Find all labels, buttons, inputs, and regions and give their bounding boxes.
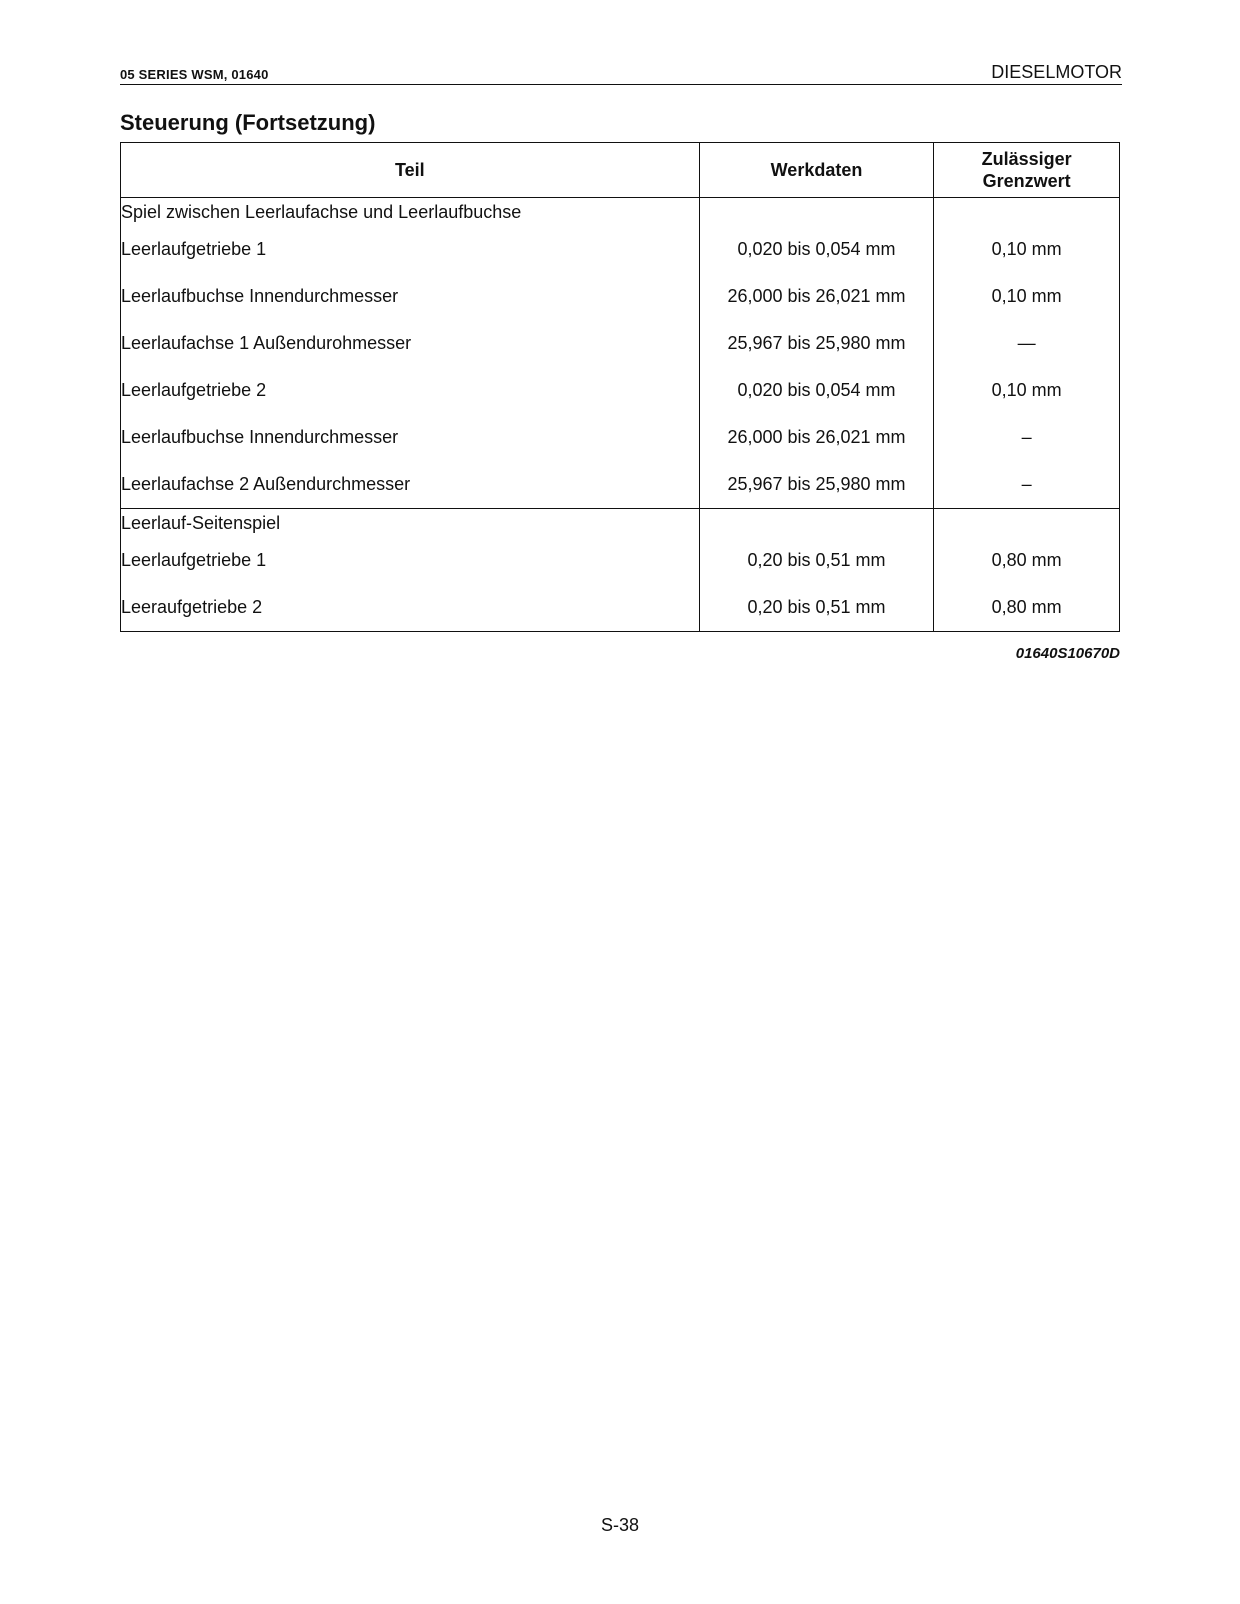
- row-factory-value: 0,020 bis 0,054 mm: [699, 367, 934, 414]
- row-limit-value: 0,10 mm: [934, 367, 1120, 414]
- column-header-factory: Werkdaten: [699, 143, 934, 198]
- table-row: [121, 537, 1120, 584]
- row-factory-value: 26,000 bis 26,021 mm: [699, 273, 934, 320]
- spec-table: [120, 142, 1120, 632]
- group-label: Leerlauf-Seitenspiel: [121, 509, 700, 538]
- row-factory-value: 25,967 bis 25,980 mm: [699, 320, 934, 367]
- section-title: Steuerung (Fortsetzung): [120, 110, 376, 135]
- row-limit-value: 0,10 mm: [934, 273, 1120, 320]
- group-row: [121, 198, 1120, 227]
- group-row: [121, 509, 1120, 538]
- row-factory-value: 0,20 bis 0,51 mm: [699, 537, 934, 584]
- table-row: [121, 414, 1120, 461]
- empty-cell: [934, 509, 1120, 538]
- row-factory-value: 26,000 bis 26,021 mm: [699, 414, 934, 461]
- row-limit-value: 0,80 mm: [934, 584, 1120, 632]
- row-item: Leerlaufgetriebe 1: [121, 537, 700, 584]
- row-limit-value: —: [934, 320, 1120, 367]
- table-row: [121, 367, 1120, 414]
- group-label: Spiel zwischen Leerlaufachse und Leerlaufbuchse: [121, 198, 700, 227]
- column-header-part: Teil: [121, 143, 700, 198]
- figure-reference-code: 01640S10670D: [1015, 645, 1120, 662]
- row-item: Leerlaufgetriebe 2: [121, 367, 700, 414]
- row-item: Leerlaufachse 2 Außendurchmesser: [121, 461, 700, 509]
- row-limit-value: –: [934, 414, 1120, 461]
- table-row: [121, 461, 1120, 509]
- row-limit-value: 0,10 mm: [934, 226, 1120, 273]
- row-item: Leerlaufbuchse Innendurchmesser: [121, 414, 700, 461]
- row-factory-value: 0,20 bis 0,51 mm: [699, 584, 934, 632]
- empty-cell: [699, 509, 934, 538]
- page-header: [120, 62, 1122, 85]
- table-row: [121, 584, 1120, 632]
- table-header-row: [121, 143, 1120, 198]
- manual-reference: 05 SERIES WSM, 01640: [120, 67, 269, 82]
- row-item: Leerlaufachse 1 Außendurohmesser: [121, 320, 700, 367]
- column-header-limit-line1: Zulässiger: [981, 149, 1072, 169]
- row-item: Leeraufgetriebe 2: [121, 584, 700, 632]
- table-row: [121, 320, 1120, 367]
- column-header-limit-line2: Grenzwert: [982, 171, 1071, 191]
- empty-cell: [934, 198, 1120, 227]
- table-row: [121, 273, 1120, 320]
- empty-cell: [699, 198, 934, 227]
- table-row: [121, 226, 1120, 273]
- row-limit-value: –: [934, 461, 1120, 509]
- row-factory-value: 0,020 bis 0,054 mm: [699, 226, 934, 273]
- row-item: Leerlaufgetriebe 1: [121, 226, 700, 273]
- page-number: S-38: [600, 1515, 640, 1535]
- row-factory-value: 25,967 bis 25,980 mm: [699, 461, 934, 509]
- row-item: Leerlaufbuchse Innendurchmesser: [121, 273, 700, 320]
- row-limit-value: 0,80 mm: [934, 537, 1120, 584]
- column-header-limit: [934, 143, 1120, 198]
- chapter-title: DIESELMOTOR: [991, 62, 1122, 82]
